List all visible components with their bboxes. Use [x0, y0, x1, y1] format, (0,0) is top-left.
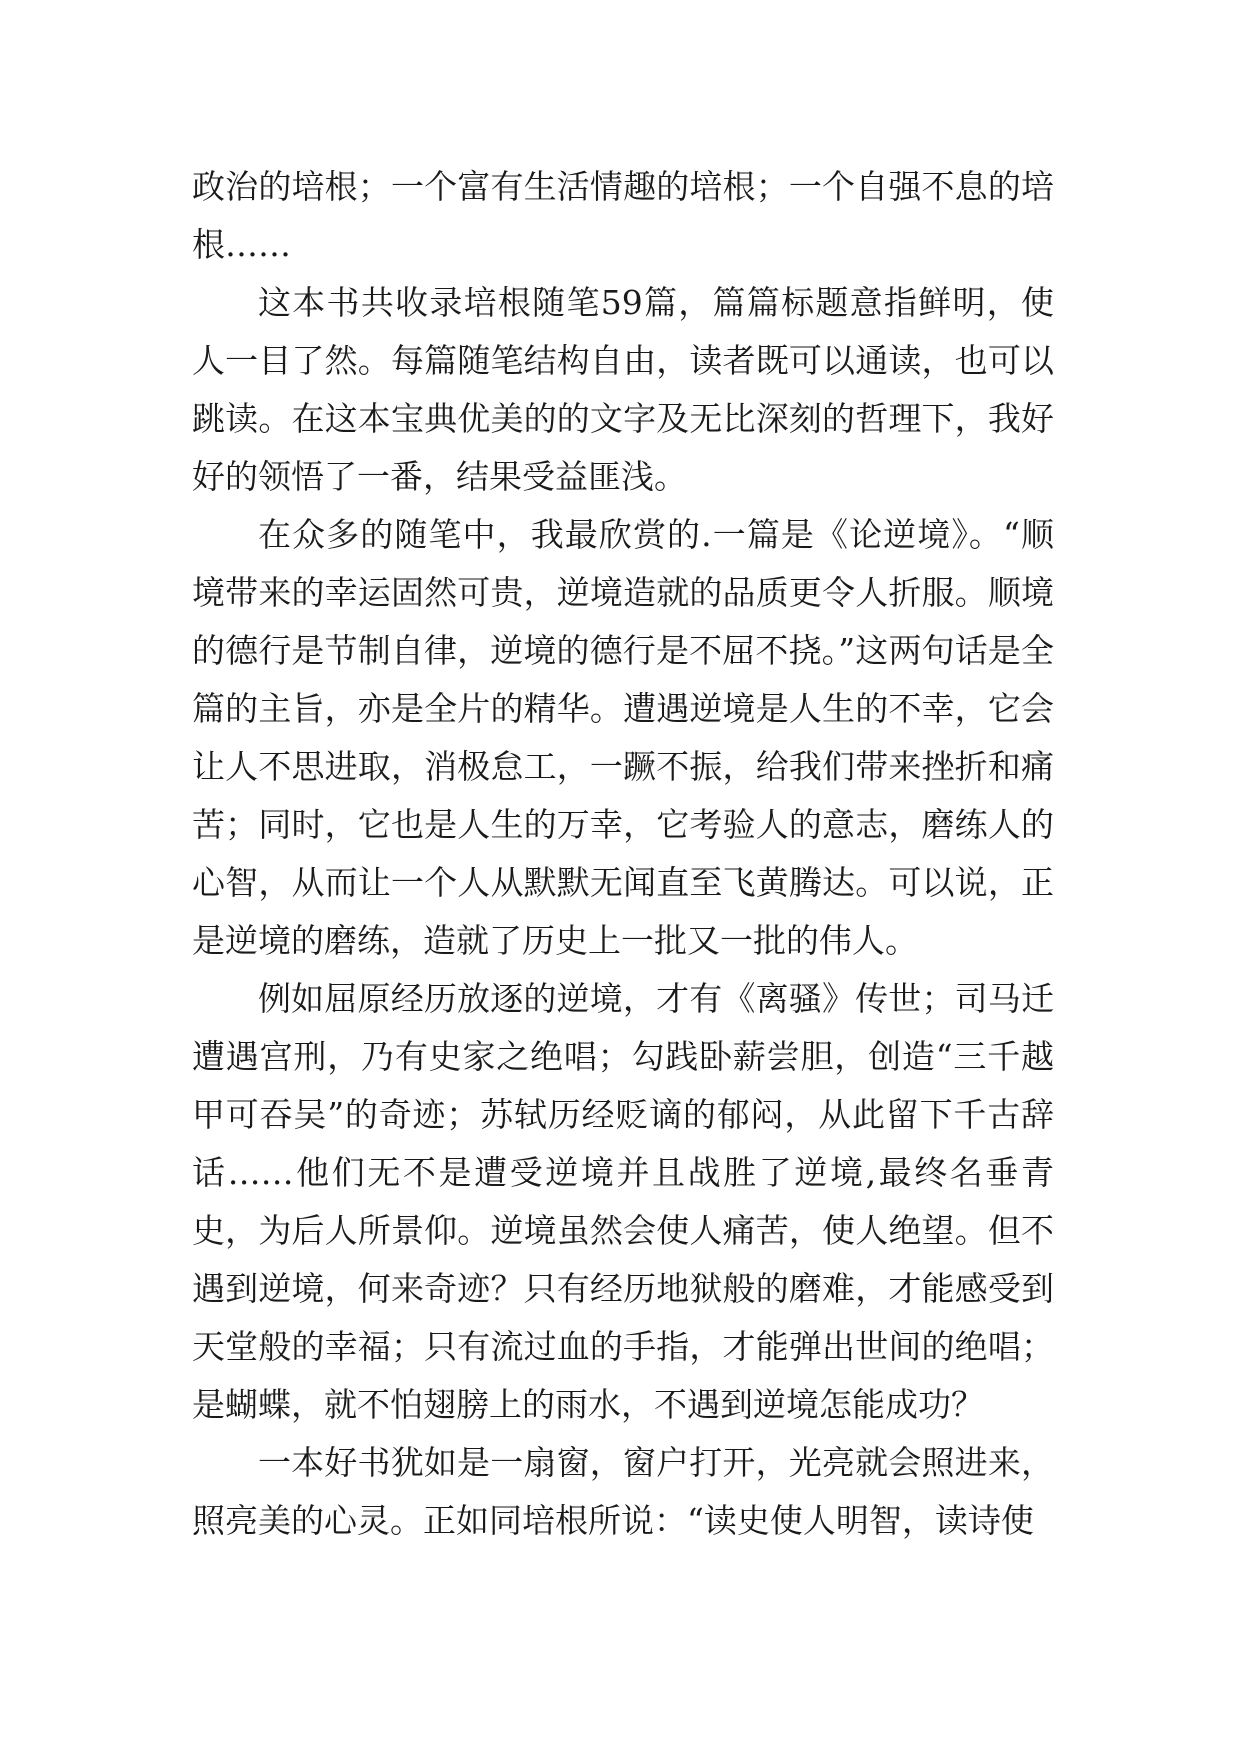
paragraph-1: 政治的培根；一个富有生活情趣的培根；一个自强不息的培根……: [192, 167, 1054, 264]
paragraph-2: 这本书共收录培根随笔59篇，篇篇标题意指鲜明，使人一目了然。每篇随笔结构自由，读者既可以通读，也可以跳读。在这本宝典优美的的文字及无比深刻的哲理下，我好好的领悟了一番，结果受益匪浅。: [192, 283, 1054, 496]
paragraph-3: 在众多的随笔中，我最欣赏的.一篇是《论逆境》。“顺境带来的幸运固然可贵，逆境造就的品质更令人折服。顺境的德行是节制自律，逆境的德行是不屈不挠。”这两句话是全篇的主旨，亦是全片的精华。遭遇逆境是人生的不幸，它会让人不思进取，消极怠工，一蹶不振，给我们带来挫折和痛苦；同时，它也是人生的万幸，它考验人的意志，磨练人的心智，从而让一个人从默默无闻直至飞黄腾达。可以说，正是逆境的磨练，造就了历史上一批又一批的伟人。: [192, 515, 1054, 960]
paragraph-5: 一本好书犹如是一扇窗，窗户打开，光亮就会照进来，照亮美的心灵。正如同培根所说：“读史使人明智，读诗使: [192, 1443, 1054, 1540]
paragraph-4: 例如屈原经历放逐的逆境，才有《离骚》传世；司马迁遭遇宫刑，乃有史家之绝唱；勾践卧薪尝胆，创造“三千越甲可吞吴”的奇迹；苏轼历经贬谪的郁闷，从此留下千古辞话……他们无不是遭受逆境并且战胜了逆境,最终名垂青史，为后人所景仰。逆境虽然会使人痛苦，使人绝望。但不遇到逆境，何来奇迹？只有经历地狱般的磨难，才能感受到天堂般的幸福；只有流过血的手指，才能弹出世间的绝唱；是蝴蝶，就不怕翅膀上的雨水，不遇到逆境怎能成功？: [192, 979, 1054, 1424]
document-body: [192, 158, 1054, 1550]
